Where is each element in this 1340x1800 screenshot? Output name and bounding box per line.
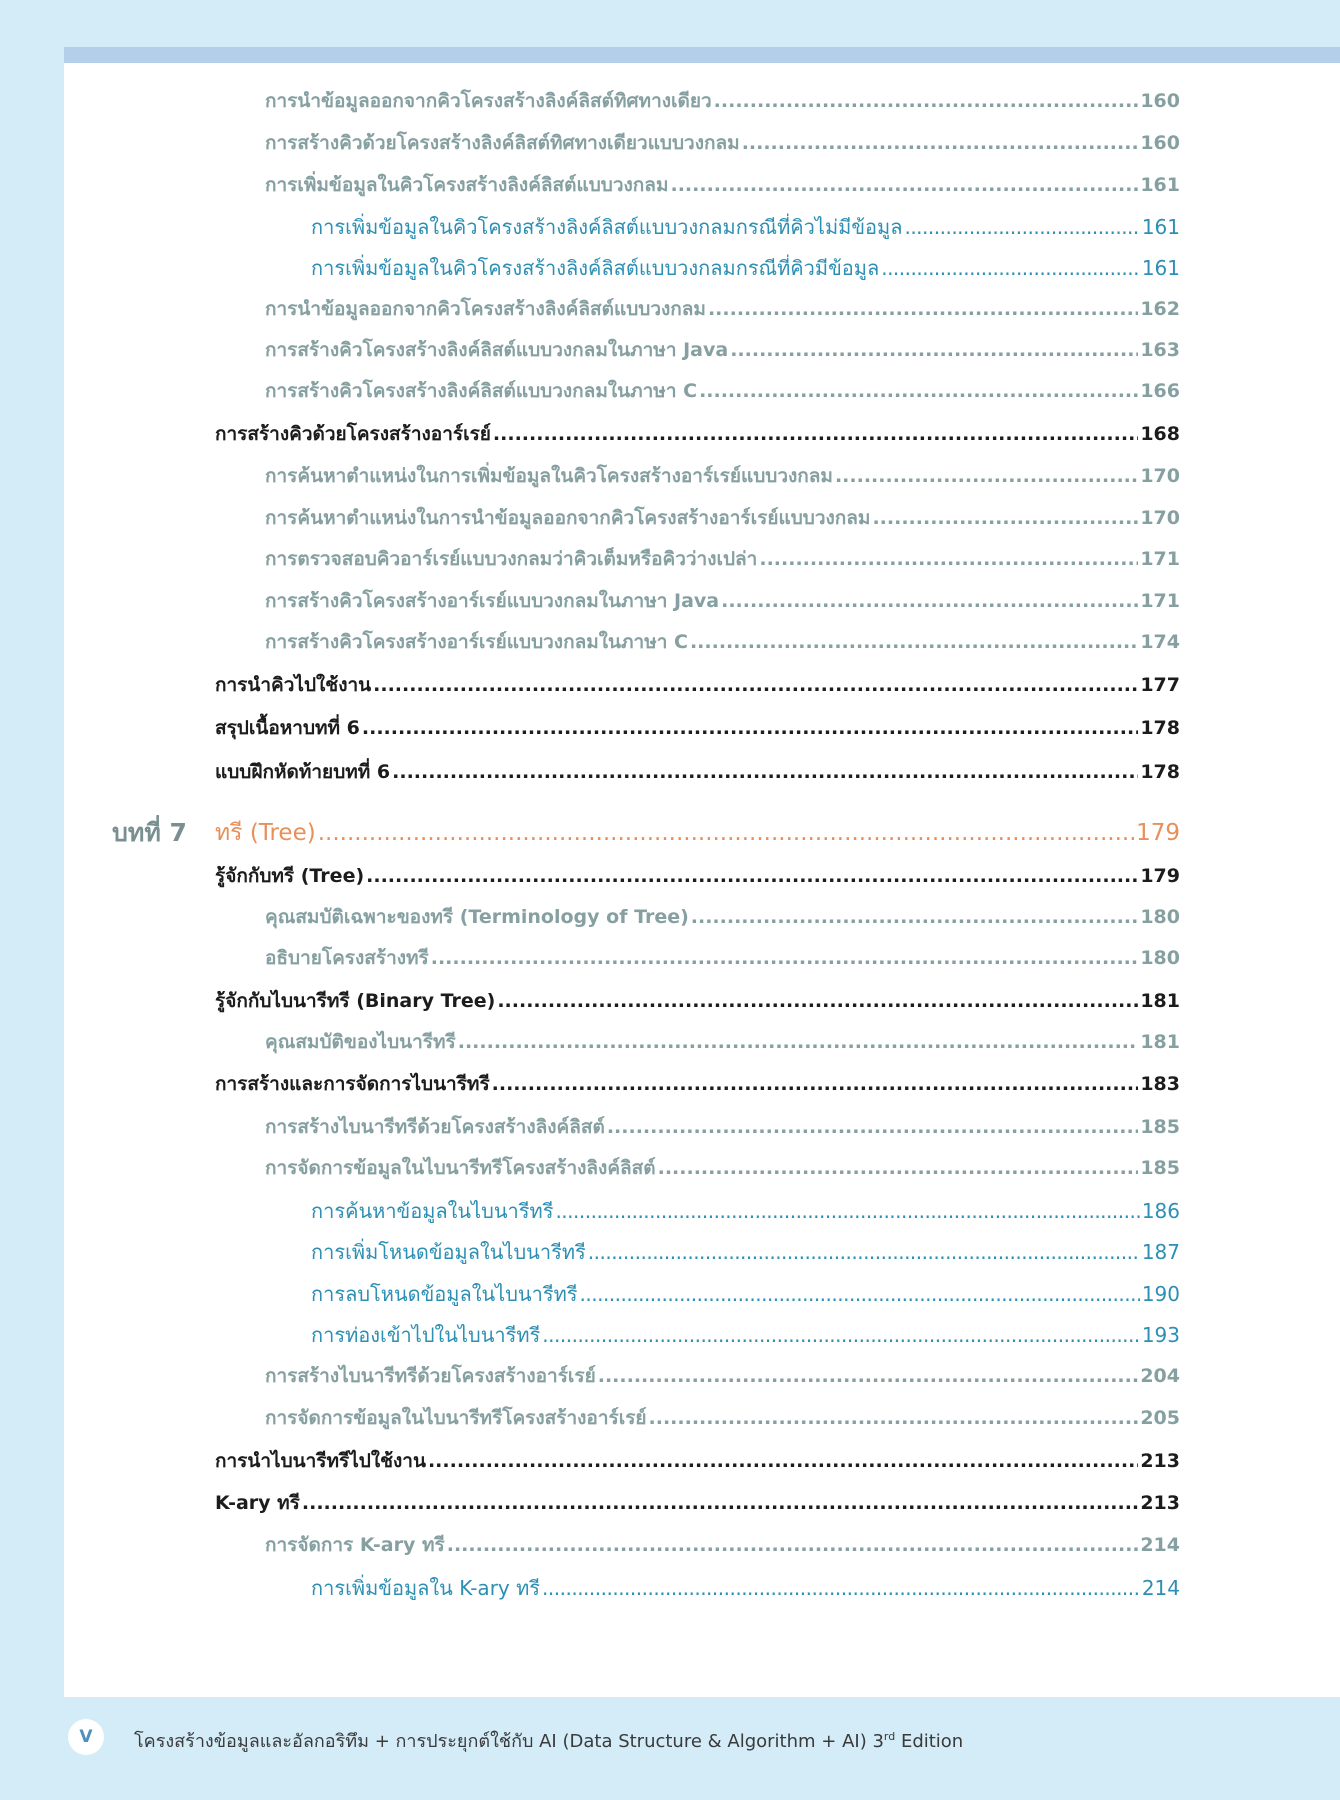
toc-entry-title: คุณสมบัติของไบนารีทรี: [265, 1031, 456, 1053]
toc-entry-page: 205: [1140, 1407, 1180, 1429]
toc-entry-page: 214: [1140, 1534, 1180, 1556]
toc-entry-title: การค้นหาตำแหน่งในการเพิ่มข้อมูลในคิวโครงสร้างอาร์เรย์แบบวงกลม: [265, 465, 833, 487]
toc-dot-leader: [730, 339, 1138, 361]
toc-entry-title: การตรวจสอบคิวอาร์เรย์แบบวงกลมว่าคิวเต็มหรือคิวว่างเปล่า: [265, 548, 758, 570]
toc-entry-title: การสร้างไบนารีทรีด้วยโครงสร้างลิงค์ลิสต์: [265, 1116, 605, 1138]
toc-entry-page: 193: [1141, 1323, 1180, 1347]
toc-entry-page: 178: [1140, 761, 1180, 783]
toc-entry[interactable]: [215, 1446, 1180, 1476]
toc-entry-title: คุณสมบัติเฉพาะของทรี (Terminology of Tree): [265, 906, 689, 928]
toc-entry[interactable]: [215, 861, 1180, 891]
toc-entry[interactable]: [265, 461, 1180, 491]
toc-dot-leader: [721, 590, 1138, 612]
toc-entry-page: 179: [1136, 820, 1180, 846]
toc-dot-leader: [690, 631, 1138, 653]
toc-entry-page: 166: [1140, 380, 1180, 402]
toc-dot-leader: [649, 1407, 1139, 1429]
toc-dot-leader: [458, 1031, 1139, 1053]
toc-entry-page: 160: [1140, 90, 1180, 112]
toc-dot-leader: [670, 174, 1138, 196]
toc-entry-page: 177: [1140, 674, 1180, 696]
toc-entry-page: 160: [1140, 132, 1180, 154]
toc-entry-page: 161: [1141, 256, 1180, 280]
toc-entry-title: การนำข้อมูลออกจากคิวโครงสร้างลิงค์ลิสต์แบบวงกลม: [265, 298, 706, 320]
toc-dot-leader: [318, 820, 1134, 846]
footer-edition-sup: rd: [883, 1730, 896, 1743]
toc-entry-page: 181: [1140, 1031, 1180, 1053]
toc-entry[interactable]: [265, 627, 1180, 657]
toc-entry-page: 174: [1140, 631, 1180, 653]
toc-dot-leader: [607, 1116, 1138, 1138]
toc-dot-leader: [658, 1157, 1139, 1179]
toc-entry[interactable]: [265, 544, 1180, 574]
toc-entry[interactable]: [265, 902, 1180, 932]
toc-entry[interactable]: [265, 503, 1180, 533]
toc-dot-leader: [598, 1365, 1139, 1387]
footer-edition-suffix: Edition: [895, 1731, 964, 1752]
toc-entry-page: 180: [1140, 906, 1180, 928]
toc-entry-page: 163: [1140, 339, 1180, 361]
toc-entry[interactable]: [265, 1027, 1180, 1057]
toc-dot-leader: [302, 1492, 1138, 1514]
toc-entry-title: การสร้างคิวด้วยโครงสร้างอาร์เรย์: [215, 423, 491, 445]
toc-entry-title: การเพิ่มข้อมูลในคิวโครงสร้างลิงค์ลิสต์แบบวงกลมกรณีที่คิวไม่มีข้อมูล: [311, 215, 903, 239]
toc-entry-title: การจัดการข้อมูลในไบนารีทรีโครงสร้างอาร์เรย์: [265, 1407, 647, 1429]
toc-entry-page: 171: [1140, 590, 1180, 612]
footer-book-title: [134, 1726, 963, 1755]
toc-entry-page: 181: [1140, 990, 1180, 1012]
toc-entry-page: 180: [1140, 947, 1180, 969]
toc-dot-leader: [542, 1576, 1140, 1600]
toc-dot-leader: [373, 674, 1138, 696]
toc-entry-title: การลบโหนดข้อมูลในไบนารีทรี: [311, 1282, 578, 1306]
toc-dot-leader: [904, 215, 1139, 239]
table-of-contents: [64, 63, 1340, 1697]
toc-dot-leader: [580, 1282, 1140, 1306]
toc-dot-leader: [362, 717, 1138, 739]
toc-entry-title: การเพิ่มข้อมูลในคิวโครงสร้างลิงค์ลิสต์แบบวงกลมกรณีที่คิวมีข้อมูล: [311, 256, 880, 280]
toc-entry[interactable]: [215, 419, 1180, 449]
toc-dot-leader: [872, 507, 1138, 529]
toc-entry-page: 204: [1140, 1365, 1180, 1387]
toc-entry-title: การนำคิวไปใช้งาน: [215, 674, 372, 696]
toc-entry[interactable]: [311, 1195, 1180, 1227]
toc-entry-page: 162: [1140, 298, 1180, 320]
toc-entry-title: การสร้างคิวโครงสร้างลิงค์ลิสต์แบบวงกลมในภาษา C: [265, 380, 698, 402]
toc-entry-page: 185: [1140, 1116, 1180, 1138]
toc-entry-title: สรุปเนื้อหาบทที่ 6: [215, 717, 360, 739]
toc-entry[interactable]: [215, 713, 1180, 743]
toc-dot-leader: [497, 990, 1138, 1012]
toc-entry[interactable]: [265, 128, 1180, 158]
toc-dot-leader: [708, 298, 1138, 320]
toc-entry-title: การสร้างคิวโครงสร้างอาร์เรย์แบบวงกลมในภาษา Java: [265, 590, 720, 612]
toc-entry[interactable]: [215, 757, 1180, 787]
toc-entry-title: การค้นหาตำแหน่งในการนำข้อมูลออกจากคิวโครงสร้างอาร์เรย์แบบวงกลม: [265, 507, 871, 529]
toc-entry-page: 187: [1141, 1240, 1180, 1264]
toc-entry[interactable]: [311, 211, 1180, 243]
chapter-label: บทที่ 7: [112, 818, 187, 847]
toc-dot-leader: [691, 906, 1139, 928]
toc-entry-title: K-ary ทรี: [215, 1492, 300, 1514]
toc-entry-page: 170: [1140, 465, 1180, 487]
toc-dot-leader: [392, 761, 1138, 783]
toc-entry[interactable]: [215, 1488, 1180, 1518]
footer-title-text: โครงสร้างข้อมูลและอัลกอริทึม + การประยุกต์ใช้กับ AI (Data Structure & Algorithm + AI) 3: [134, 1731, 884, 1752]
toc-entry-title: การนำไบนารีทรีไปใช้งาน: [215, 1450, 426, 1472]
toc-entry-page: 183: [1140, 1073, 1180, 1095]
toc-entry-title: การนำข้อมูลออกจากคิวโครงสร้างลิงค์ลิสต์ทิศทางเดียว: [265, 90, 712, 112]
toc-entry-title: แบบฝึกหัดท้ายบทที่ 6: [215, 761, 391, 783]
toc-entry[interactable]: [265, 376, 1180, 406]
toc-entry[interactable]: [311, 1572, 1180, 1604]
toc-entry-page: 186: [1141, 1199, 1180, 1223]
toc-entry[interactable]: [265, 1112, 1180, 1142]
toc-entry-title: การสร้างและการจัดการไบนารีทรี: [215, 1073, 490, 1095]
toc-dot-leader: [588, 1240, 1140, 1264]
toc-entry-page: 178: [1140, 717, 1180, 739]
toc-entry[interactable]: [265, 586, 1180, 616]
toc-entry[interactable]: [311, 252, 1180, 284]
toc-dot-leader: [431, 947, 1139, 969]
toc-entry[interactable]: [265, 294, 1180, 324]
toc-entry-page: 171: [1140, 548, 1180, 570]
toc-entry-page: 190: [1141, 1282, 1180, 1306]
toc-entry[interactable]: [265, 1403, 1180, 1433]
toc-entry[interactable]: [265, 170, 1180, 200]
toc-entry[interactable]: [215, 670, 1180, 700]
toc-entry-title: รู้จักกับทรี (Tree): [215, 865, 365, 887]
toc-entry[interactable]: [265, 1530, 1180, 1560]
toc-entry-page: 161: [1140, 174, 1180, 196]
toc-entry-page: 185: [1140, 1157, 1180, 1179]
toc-entry[interactable]: [265, 943, 1180, 973]
toc-entry-title: การเพิ่มข้อมูลใน K-ary ทรี: [311, 1576, 541, 1600]
toc-dot-leader: [428, 1450, 1138, 1472]
toc-entry-title: รู้จักกับไบนารีทรี (Binary Tree): [215, 990, 496, 1012]
toc-entry-page: 214: [1141, 1576, 1180, 1600]
toc-entry-title: การสร้างคิวโครงสร้างลิงค์ลิสต์แบบวงกลมในภาษา Java: [265, 339, 729, 361]
toc-dot-leader: [881, 256, 1140, 280]
page-number-badge: V: [68, 1719, 104, 1755]
toc-entry-page: 161: [1141, 215, 1180, 239]
toc-dot-leader: [366, 865, 1138, 887]
toc-entry[interactable]: [311, 1236, 1180, 1268]
toc-entry[interactable]: [215, 986, 1180, 1016]
toc-dot-leader: [759, 548, 1138, 570]
toc-dot-leader: [835, 465, 1138, 487]
page-sheet: [64, 63, 1340, 1697]
toc-dot-leader: [555, 1199, 1139, 1223]
toc-entry[interactable]: [265, 1361, 1180, 1391]
toc-entry-title: การสร้างคิวด้วยโครงสร้างลิงค์ลิสต์ทิศทางเดียวแบบวงกลม: [265, 132, 740, 154]
toc-entry-title: การจัดการข้อมูลในไบนารีทรีโครงสร้างลิงค์ลิสต์: [265, 1157, 656, 1179]
toc-entry-page: 170: [1140, 507, 1180, 529]
toc-entry-title: การสร้างคิวโครงสร้างอาร์เรย์แบบวงกลมในภาษา C: [265, 631, 688, 653]
toc-dot-leader: [493, 423, 1138, 445]
toc-entry-title: การจัดการ K-ary ทรี: [265, 1534, 445, 1556]
toc-entry-title: การสร้างไบนารีทรีด้วยโครงสร้างอาร์เรย์: [265, 1365, 596, 1387]
header-band: [64, 47, 1340, 63]
toc-entry[interactable]: [215, 1069, 1180, 1099]
toc-chapter-entry[interactable]: [215, 815, 1180, 851]
toc-dot-leader: [447, 1534, 1139, 1556]
toc-entry[interactable]: [265, 1153, 1180, 1183]
toc-entry-title: การท่องเข้าไปในไบนารีทรี: [311, 1323, 541, 1347]
toc-dot-leader: [542, 1323, 1140, 1347]
toc-entry[interactable]: [265, 335, 1180, 365]
toc-entry-page: 213: [1140, 1492, 1180, 1514]
toc-entry-title: ทรี (Tree): [215, 820, 316, 846]
toc-dot-leader: [492, 1073, 1139, 1095]
toc-entry-page: 168: [1140, 423, 1180, 445]
toc-entry-title: อธิบายโครงสร้างทรี: [265, 947, 429, 969]
toc-entry[interactable]: [311, 1319, 1180, 1351]
toc-entry[interactable]: [265, 86, 1180, 116]
toc-entry-title: การเพิ่มโหนดข้อมูลในไบนารีทรี: [311, 1240, 586, 1264]
toc-entry-title: การค้นหาข้อมูลในไบนารีทรี: [311, 1199, 554, 1223]
toc-entry-page: 213: [1140, 1450, 1180, 1472]
toc-entry[interactable]: [311, 1278, 1180, 1310]
toc-entry-page: 179: [1140, 865, 1180, 887]
toc-entry-title: การเพิ่มข้อมูลในคิวโครงสร้างลิงค์ลิสต์แบบวงกลม: [265, 174, 669, 196]
toc-dot-leader: [714, 90, 1139, 112]
toc-dot-leader: [742, 132, 1139, 154]
toc-dot-leader: [699, 380, 1138, 402]
